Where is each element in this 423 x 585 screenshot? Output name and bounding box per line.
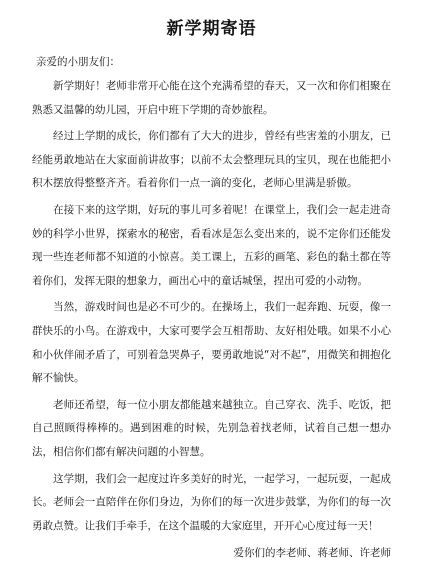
paragraph-2: 经过上学期的成长，你们都有了大大的进步，曾经有些害羞的小朋友，已经能勇敢地站在大家面前讲故事；以前不太会整理玩具的宝贝，现在也能把小积木摆放得整整齐齐。看着你们一点一滴的变化，老师心里满是骄傲。 bbox=[32, 130, 391, 190]
signature: 爱你们的李老师、蒋老师、许老师 bbox=[233, 547, 391, 560]
page-title: 新学期寄语 bbox=[166, 19, 257, 39]
paragraph-6: 这学期，我们会一起度过许多美好的时光，一起学习，一起玩耍，一起成长。老师会一直陪伴在你们身边，为你们的每一次进步鼓掌，为你们的每一次勇敢点赞。让我们手牵手，在这个温暖的大家庭里，开开心心度过每一天！ bbox=[32, 472, 391, 532]
greeting: 亲爱的小朋友们： bbox=[36, 56, 120, 68]
paragraph-1: 新学期好！老师非常开心能在这个充满希望的春天，又一次和你们相聚在熟悉又温馨的幼儿园，开启中班下学期的奇妙旅程。 bbox=[32, 80, 391, 116]
paragraph-3: 在接下来的这学期，好玩的事儿可多着呢！在课堂上，我们会一起走进奇妙的科学小世界，探索水的秘密，看看冰是怎么变出来的，说不定你们还能发现一些连老师都不知道的小惊喜。美工课上，五彩的画笔、彩色的黏土都在等着你们，发挥无限的想象力，画出心中的童话城堡，捏出可爱的小动物。 bbox=[32, 203, 391, 287]
paragraph-5: 老师还希望，每一位小朋友都能越来越独立。自己穿衣、洗手、吃饭，把自己照顾得棒棒的。遇到困难的时候，先别急着找老师，试着自己想一想办法，相信你们都有解决问题的小智慧。 bbox=[32, 398, 391, 458]
paragraph-4: 当然，游戏时间也是必不可少的。在操场上，我们一起奔跑、玩耍，像一群快乐的小鸟。在游戏中，大家可要学会互相帮助、友好相处哦。如果不小心和小伙伴闹矛盾了，可别着急哭鼻子，要勇敢地说“对不起”，用微笑和拥抱化解不愉快。 bbox=[32, 301, 391, 385]
